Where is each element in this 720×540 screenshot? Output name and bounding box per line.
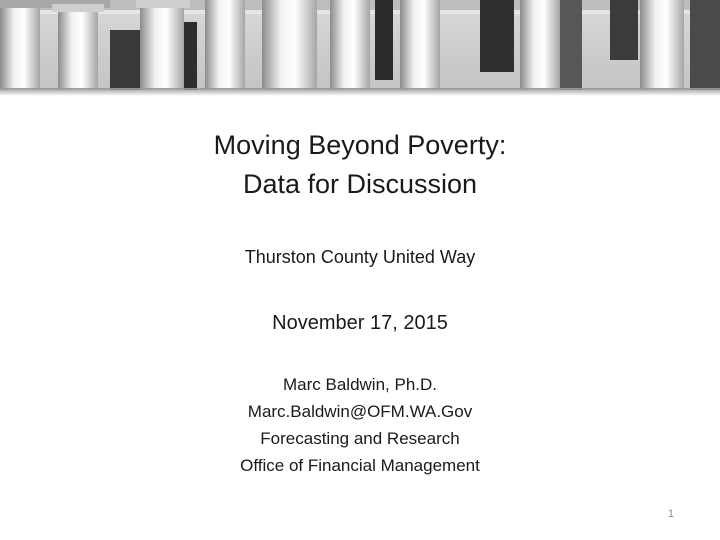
page-number: 1 (667, 508, 674, 520)
organization-name: Thurston County United Way (244, 247, 476, 267)
presentation-date: November 17, 2015 (272, 312, 448, 334)
author-office: Office of Financial Management (240, 456, 480, 475)
author-name: Marc Baldwin, Ph.D. (283, 375, 437, 394)
author-email: Marc.Baldwin@OFM.WA.Gov (247, 402, 473, 421)
slide-title-line-1: Moving Beyond Poverty: (213, 130, 507, 160)
slide-title-line-2: Data for Discussion (242, 169, 478, 199)
author-division: Forecasting and Research (260, 429, 460, 448)
